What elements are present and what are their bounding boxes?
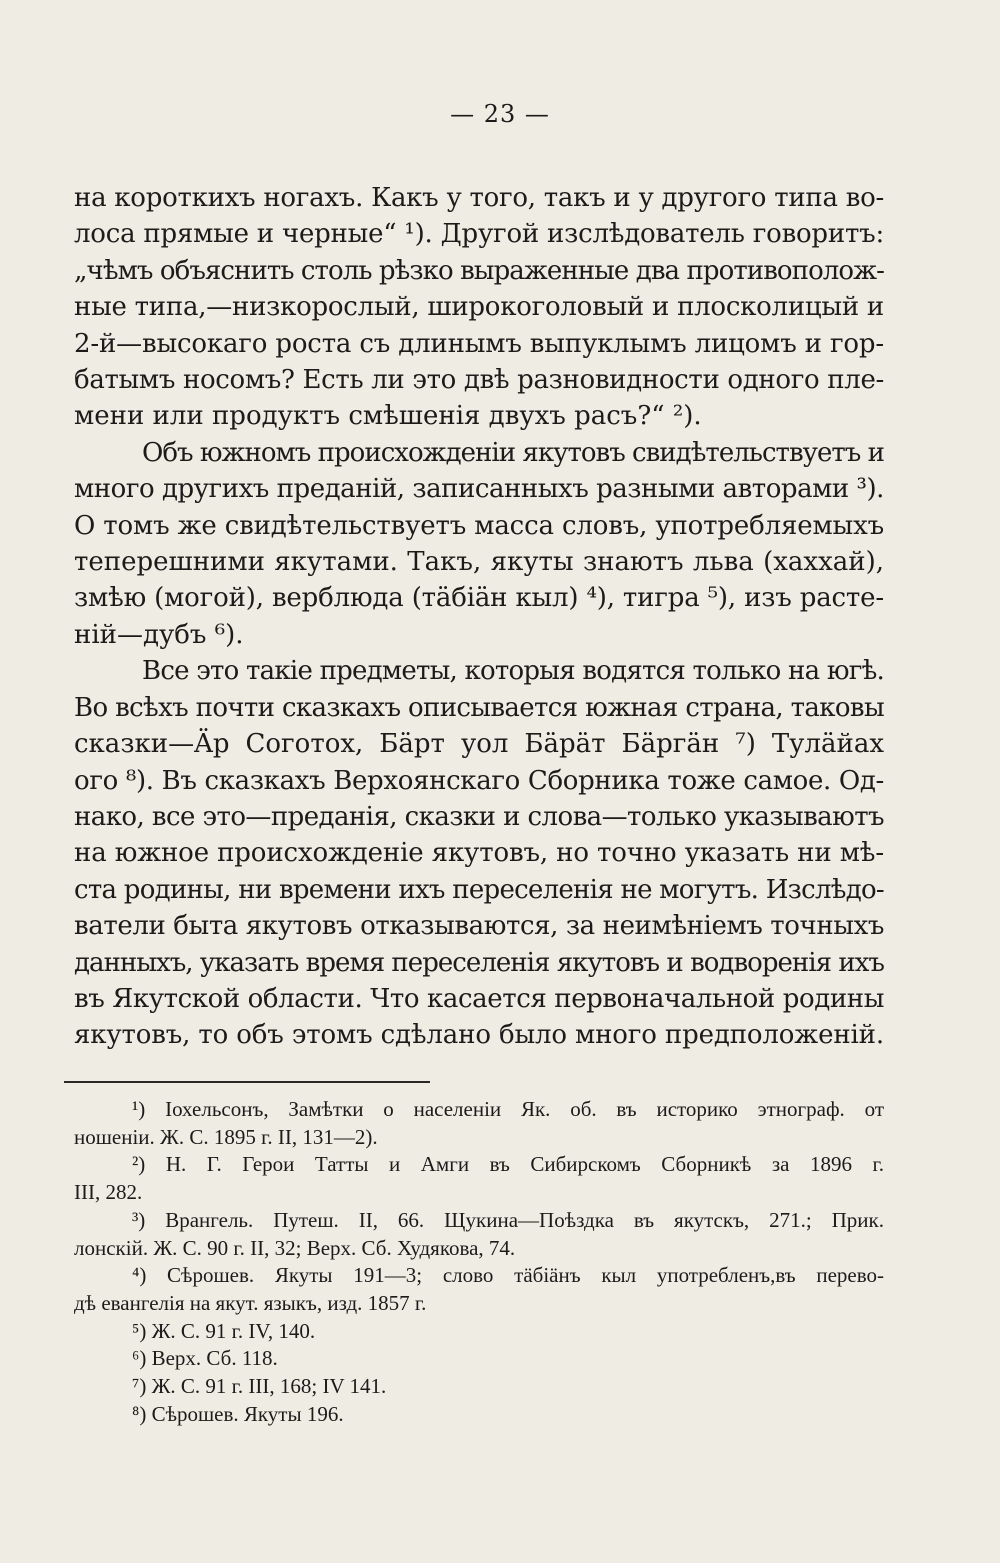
- text-line: ватели быта якутовъ отказываются, за неимѣніемъ точныхъ: [74, 911, 884, 942]
- text-line: Во всѣхъ почти сказкахъ описывается южная страна, таковы: [74, 692, 884, 723]
- footnote-6: [74, 1345, 884, 1373]
- paragraph: [74, 180, 884, 435]
- footnote-line: ¹) Іохельсонъ, Замѣтки о населеніи Як. об. въ историко этнограф. от: [132, 1097, 884, 1121]
- footnote-line: ношеніи. Ж. С. 1895 г. II, 131—2).: [74, 1124, 378, 1149]
- footnote-line: ²) Н. Г. Герои Татты и Амги въ Сибирскомъ Сборникѣ за 1896 г.: [132, 1152, 884, 1177]
- footnote-line: III, 282.: [74, 1180, 143, 1205]
- footnote-8: [74, 1401, 884, 1429]
- footnote-line: ³) Врангель. Путеш. II, 66. Щукина—Поѣздка въ якутскъ, 271.; Прик.: [132, 1207, 884, 1232]
- text-line: на короткихъ ногахъ. Какъ у того, такъ и у другого типа во-: [74, 183, 884, 213]
- text-line: О томъ же свидѣтельствуетъ масса словъ, употребляемыхъ: [74, 510, 884, 541]
- footnote-1: [74, 1096, 884, 1151]
- text-line: Объ южномъ происхожденіи якутовъ свидѣтельствуетъ и: [142, 437, 884, 468]
- text-line: нако, все это—преданія, сказки и слова—только указываютъ: [74, 801, 884, 832]
- body-text: [74, 180, 884, 1054]
- text-line: теперешними якутами. Такъ, якуты знаютъ льва (хаххай),: [74, 547, 884, 578]
- text-line: данныхъ, указать время переселенія якутовъ и водворенія ихъ: [74, 947, 884, 978]
- text-line: въ Якутской области. Что касается первоначальной родины: [74, 983, 884, 1014]
- text-line: змѣю (могой), верблюда (тäбiäн кыл) ⁴), тигра ⁵), изъ расте-: [74, 583, 884, 614]
- paragraph: [74, 435, 884, 653]
- footnote-line: ⁵) Ж. С. 91 г. IV, 140.: [132, 1318, 316, 1343]
- text-line: 2-й—высокаго роста съ длинымъ выпуклымъ лицомъ и гор-: [74, 328, 884, 359]
- footnote-line: ⁶) Верх. Сб. 118.: [132, 1346, 278, 1371]
- paragraph: [74, 653, 884, 1053]
- text-line: лоса прямые и черные“ ¹). Другой изслѣдователь говоритъ:: [74, 219, 884, 250]
- text-line: ные типа,—низкорослый, широкоголовый и плосколицый и: [74, 292, 884, 323]
- footnote-line: дѣ евангелія на якут. языкъ, изд. 1857 г.: [74, 1290, 427, 1315]
- footnotes: [74, 1096, 884, 1428]
- text-line: ній—дубъ ⁶).: [74, 619, 244, 650]
- footnote-line: ⁷) Ж. С. 91 г. III, 168; IV 141.: [132, 1374, 387, 1399]
- footnote-2: [74, 1151, 884, 1206]
- text-line: мени или продуктъ смѣшенія двухъ расъ?“ ²).: [74, 401, 702, 432]
- text-line: Все это такіе предметы, которыя водятся только на югѣ.: [142, 656, 884, 687]
- text-line: много другихъ преданій, записанныхъ разными авторами ³).: [74, 474, 884, 505]
- text-line: ста родины, ни времени ихъ переселенія не могутъ. Изслѣдо-: [74, 874, 884, 905]
- text-line: „чѣмъ объяснить столь рѣзко выраженные два противополож-: [74, 255, 884, 286]
- footnote-line: лонскій. Ж. С. 90 г. II, 32; Верх. Сб. Худякова, 74.: [74, 1235, 516, 1260]
- footnote-3: [74, 1207, 884, 1262]
- text-line: сказки—Äр Соготох, Бäрт уол Бäрäт Бäргäн ⁷) Тулäйах: [74, 729, 884, 760]
- text-line: на южное происхожденіе якутовъ, но точно указать ни мѣ-: [74, 838, 884, 869]
- footnote-divider: [64, 1081, 430, 1083]
- footnote-line: ⁴) Сѣрошев. Якуты 191—3; слово тäбiäнъ кыл употребленъ,въ перево-: [132, 1263, 884, 1288]
- text-line: ого ⁸). Въ сказкахъ Верхоянскаго Сборника тоже самое. Од-: [74, 765, 884, 796]
- page-number: — 23 —: [450, 100, 550, 128]
- footnote-line: ⁸) Сѣрошев. Якуты 196.: [132, 1401, 344, 1426]
- footnote-4: [74, 1262, 884, 1317]
- footnote-7: [74, 1373, 884, 1401]
- footnote-5: [74, 1318, 884, 1346]
- text-line: батымъ носомъ? Есть ли это двѣ разновидности одного пле-: [74, 365, 884, 396]
- text-line: якутовъ, то объ этомъ сдѣлано было много предположеній.: [74, 1020, 884, 1051]
